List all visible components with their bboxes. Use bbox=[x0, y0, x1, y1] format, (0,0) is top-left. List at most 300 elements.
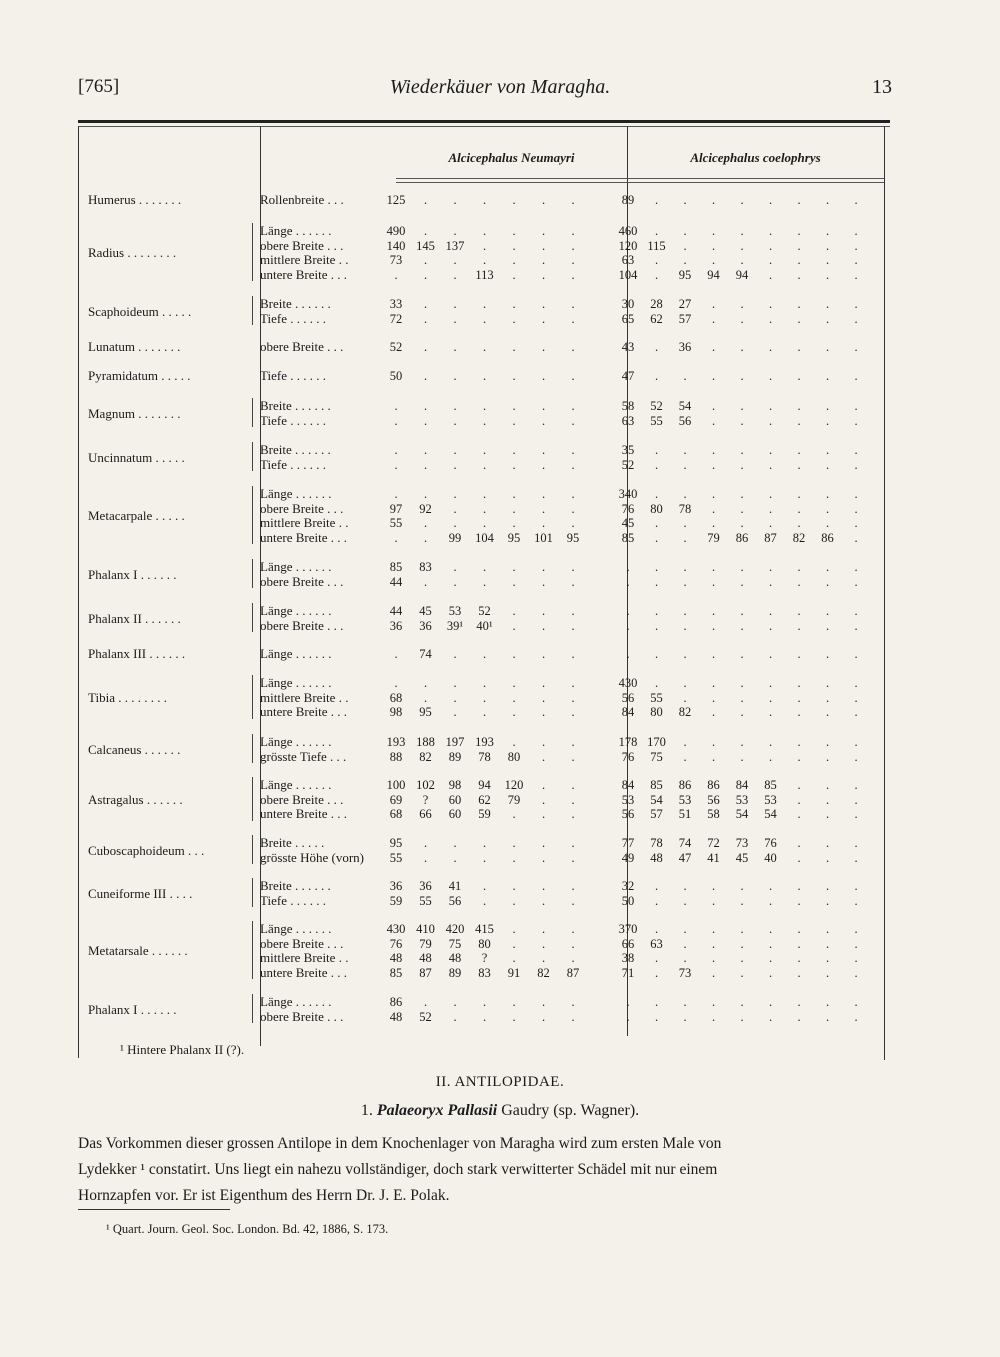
bone-label: Radius . . . . . . . . bbox=[88, 245, 177, 260]
measurement-label: untere Breite . . . bbox=[260, 529, 347, 545]
empty-cell-dot: . bbox=[797, 238, 801, 253]
empty-cell-dot: . bbox=[541, 267, 546, 282]
empty-cell-dot: . bbox=[711, 879, 716, 893]
empty-cell-dot: . bbox=[797, 676, 801, 690]
empty-cell-dot: . bbox=[740, 516, 744, 530]
empty-cell-dot: . bbox=[541, 647, 546, 661]
bone-label: Magnum . . . . . . . bbox=[88, 405, 181, 421]
empty-cell-dot: . bbox=[825, 311, 830, 326]
empty-cell-dot: . bbox=[825, 399, 830, 413]
row-brace bbox=[252, 603, 257, 632]
empty-cell-dot: . bbox=[571, 778, 575, 792]
empty-cell-dot: . bbox=[423, 676, 428, 690]
empty-cell-dot: . bbox=[571, 516, 575, 530]
empty-cell-dot: . bbox=[626, 618, 630, 633]
bone-label: Calcaneus . . . . . . bbox=[88, 741, 181, 757]
empty-cell-dot: . bbox=[711, 193, 716, 207]
empty-cell-dot: . bbox=[797, 735, 801, 749]
empty-cell-dot: . bbox=[541, 443, 546, 457]
empty-cell-dot: . bbox=[711, 457, 716, 472]
empty-cell-dot: . bbox=[683, 238, 687, 253]
measurement-label: obere Breite . . . bbox=[260, 935, 344, 951]
empty-cell-dot: . bbox=[768, 516, 773, 530]
value-cell: 52 bbox=[389, 340, 403, 354]
empty-cell-dot: . bbox=[854, 735, 858, 749]
empty-cell-dot: . bbox=[654, 193, 659, 207]
empty-cell-dot: . bbox=[571, 850, 575, 865]
measurement-label: Tiefe . . . . . . bbox=[260, 368, 326, 383]
value-cell: 82 bbox=[419, 749, 432, 764]
empty-cell-dot: . bbox=[512, 676, 516, 690]
empty-cell-dot: . bbox=[797, 267, 801, 282]
empty-cell-dot: . bbox=[482, 224, 487, 238]
empty-cell-dot: . bbox=[711, 951, 716, 965]
empty-cell-dot: . bbox=[453, 501, 457, 516]
empty-cell-dot: . bbox=[797, 647, 801, 661]
measurement-label: mittlere Breite . . bbox=[260, 689, 349, 705]
value-cell: 73 bbox=[735, 836, 749, 850]
value-cell: 56 bbox=[621, 807, 635, 821]
value-cell: 89 bbox=[621, 193, 635, 207]
value-cell: 80 bbox=[507, 749, 521, 764]
value-cell: 89 bbox=[448, 965, 462, 980]
value-cell: 430 bbox=[386, 922, 406, 936]
value-cell: 91 bbox=[507, 965, 521, 980]
value-cell: 38 bbox=[621, 951, 635, 965]
empty-cell-dot: . bbox=[768, 487, 773, 501]
empty-cell-dot: . bbox=[711, 340, 716, 354]
empty-cell-dot: . bbox=[541, 995, 546, 1009]
value-cell: 85 bbox=[389, 965, 403, 980]
measurement-label: Tiefe . . . . . . bbox=[260, 456, 326, 472]
empty-cell-dot: . bbox=[453, 311, 457, 326]
value-cell: 71 bbox=[621, 965, 635, 980]
empty-cell-dot: . bbox=[711, 995, 716, 1009]
empty-cell-dot: . bbox=[482, 676, 487, 690]
value-cell: 58 bbox=[621, 399, 635, 413]
value-cell: 66 bbox=[621, 936, 635, 951]
empty-cell-dot: . bbox=[482, 340, 487, 354]
value-cell: 87 bbox=[419, 965, 432, 980]
value-cell: 56 bbox=[678, 413, 692, 428]
value-cell: 33 bbox=[389, 297, 403, 311]
empty-cell-dot: . bbox=[626, 1009, 630, 1024]
value-cell: 53 bbox=[764, 792, 777, 807]
empty-cell-dot: . bbox=[683, 574, 687, 589]
empty-cell-dot: . bbox=[394, 487, 398, 501]
empty-cell-dot: . bbox=[825, 457, 830, 472]
empty-cell-dot: . bbox=[825, 807, 830, 821]
empty-cell-dot: . bbox=[711, 922, 716, 936]
empty-cell-dot: . bbox=[453, 647, 457, 661]
empty-cell-dot: . bbox=[654, 560, 659, 574]
value-cell: 84 bbox=[621, 778, 635, 792]
value-cell: 340 bbox=[618, 487, 638, 501]
empty-cell-dot: . bbox=[683, 604, 687, 618]
value-cell: 95 bbox=[566, 530, 580, 545]
empty-cell-dot: . bbox=[854, 457, 858, 472]
value-cell: 45 bbox=[735, 850, 749, 865]
empty-cell-dot: . bbox=[541, 836, 546, 850]
empty-cell-dot: . bbox=[423, 267, 428, 282]
empty-cell-dot: . bbox=[768, 193, 773, 207]
value-cell: 63 bbox=[621, 413, 635, 428]
empty-cell-dot: . bbox=[571, 297, 575, 311]
empty-cell-dot: . bbox=[740, 676, 744, 690]
value-cell: 120 bbox=[504, 778, 524, 792]
empty-cell-dot: . bbox=[768, 369, 773, 383]
empty-cell-dot: . bbox=[854, 311, 858, 326]
value-cell: 48 bbox=[419, 951, 432, 965]
empty-cell-dot: . bbox=[453, 399, 457, 413]
empty-cell-dot: . bbox=[854, 530, 858, 545]
empty-cell-dot: . bbox=[740, 224, 744, 238]
empty-cell-dot: . bbox=[453, 413, 457, 428]
empty-cell-dot: . bbox=[512, 253, 516, 267]
value-cell: 44 bbox=[389, 574, 403, 589]
value-cell: 79 bbox=[507, 792, 521, 807]
empty-cell-dot: . bbox=[541, 879, 546, 893]
empty-cell-dot: . bbox=[571, 487, 575, 501]
empty-cell-dot: . bbox=[512, 369, 516, 383]
empty-cell-dot: . bbox=[626, 604, 630, 618]
value-cell: 72 bbox=[707, 836, 720, 850]
empty-cell-dot: . bbox=[825, 369, 830, 383]
value-cell: 75 bbox=[650, 749, 663, 764]
empty-cell-dot: . bbox=[854, 995, 858, 1009]
row-brace bbox=[252, 878, 257, 907]
empty-cell-dot: . bbox=[626, 647, 630, 661]
empty-cell-dot: . bbox=[683, 487, 687, 501]
empty-cell-dot: . bbox=[571, 807, 575, 821]
empty-cell-dot: . bbox=[797, 311, 801, 326]
empty-cell-dot: . bbox=[571, 792, 575, 807]
bone-label: Phalanx III . . . . . . bbox=[88, 646, 186, 662]
empty-cell-dot: . bbox=[797, 893, 801, 908]
empty-cell-dot: . bbox=[768, 922, 773, 936]
empty-cell-dot: . bbox=[654, 893, 659, 908]
empty-cell-dot: . bbox=[825, 676, 830, 690]
empty-cell-dot: . bbox=[797, 560, 801, 574]
measurement-label: Tiefe . . . . . . bbox=[260, 412, 326, 428]
empty-cell-dot: . bbox=[453, 487, 457, 501]
empty-cell-dot: . bbox=[854, 850, 858, 865]
empty-cell-dot: . bbox=[740, 1009, 744, 1024]
bone-label: Metacarpale . . . . . bbox=[88, 508, 185, 523]
empty-cell-dot: . bbox=[394, 443, 398, 457]
row-brace bbox=[252, 442, 257, 471]
bone-label: Cuboscaphoideum . . . bbox=[88, 842, 205, 858]
empty-cell-dot: . bbox=[512, 501, 516, 516]
empty-cell-dot: . bbox=[854, 501, 858, 516]
measurement-label: mittlere Breite . . bbox=[260, 950, 349, 965]
value-cell: 50 bbox=[389, 369, 403, 383]
value-cell: 40¹ bbox=[476, 618, 493, 633]
empty-cell-dot: . bbox=[654, 951, 659, 965]
empty-cell-dot: . bbox=[711, 399, 716, 413]
empty-cell-dot: . bbox=[740, 311, 744, 326]
empty-cell-dot: . bbox=[711, 749, 716, 764]
empty-cell-dot: . bbox=[654, 369, 659, 383]
value-cell: 193 bbox=[386, 735, 406, 749]
empty-cell-dot: . bbox=[683, 516, 687, 530]
empty-cell-dot: . bbox=[482, 850, 487, 865]
bone-label: Metatarsale . . . . . . bbox=[88, 943, 188, 958]
empty-cell-dot: . bbox=[711, 676, 716, 690]
empty-cell-dot: . bbox=[825, 618, 830, 633]
empty-cell-dot: . bbox=[683, 922, 687, 936]
empty-cell-dot: . bbox=[683, 893, 687, 908]
value-cell: 85 bbox=[621, 530, 635, 545]
empty-cell-dot: . bbox=[740, 951, 744, 965]
empty-cell-dot: . bbox=[740, 501, 744, 516]
measurement-label: Länge . . . . . . bbox=[260, 223, 332, 238]
empty-cell-dot: . bbox=[768, 690, 773, 705]
row-brace bbox=[252, 296, 257, 325]
empty-cell-dot: . bbox=[453, 574, 457, 589]
empty-cell-dot: . bbox=[711, 618, 716, 633]
empty-cell-dot: . bbox=[711, 647, 716, 661]
empty-cell-dot: . bbox=[571, 690, 575, 705]
species-name: Palaeoryx Pallasii bbox=[376, 1102, 498, 1119]
empty-cell-dot: . bbox=[768, 936, 773, 951]
empty-cell-dot: . bbox=[571, 879, 575, 893]
value-cell: 76 bbox=[621, 749, 635, 764]
empty-cell-dot: . bbox=[711, 369, 716, 383]
value-cell: 56 bbox=[448, 893, 462, 908]
value-cell: 56 bbox=[621, 690, 635, 705]
value-cell: 79 bbox=[707, 530, 720, 545]
value-cell: 430 bbox=[618, 676, 638, 690]
value-cell: 36 bbox=[389, 618, 403, 633]
value-cell: 28 bbox=[650, 297, 663, 311]
empty-cell-dot: . bbox=[797, 340, 801, 354]
value-cell: 27 bbox=[678, 297, 692, 311]
empty-cell-dot: . bbox=[482, 516, 487, 530]
empty-cell-dot: . bbox=[423, 457, 428, 472]
empty-cell-dot: . bbox=[541, 778, 546, 792]
group-header-coelophrys: Alcicephalus coelophrys bbox=[690, 150, 821, 165]
empty-cell-dot: . bbox=[768, 676, 773, 690]
value-cell: 72 bbox=[389, 311, 403, 326]
value-cell: 104 bbox=[475, 530, 494, 545]
empty-cell-dot: . bbox=[423, 224, 428, 238]
value-cell: 113 bbox=[475, 267, 494, 282]
empty-cell-dot: . bbox=[512, 690, 516, 705]
empty-cell-dot: . bbox=[541, 705, 546, 719]
value-cell: 68 bbox=[389, 807, 403, 821]
value-cell: 83 bbox=[478, 965, 491, 980]
empty-cell-dot: . bbox=[740, 618, 744, 633]
empty-cell-dot: . bbox=[740, 705, 744, 719]
value-cell: 120 bbox=[618, 238, 638, 253]
empty-cell-dot: . bbox=[825, 749, 830, 764]
empty-cell-dot: . bbox=[768, 574, 773, 589]
empty-cell-dot: . bbox=[683, 618, 687, 633]
empty-cell-dot: . bbox=[825, 690, 830, 705]
empty-cell-dot: . bbox=[571, 501, 575, 516]
empty-cell-dot: . bbox=[825, 487, 830, 501]
empty-cell-dot: . bbox=[423, 253, 428, 267]
empty-cell-dot: . bbox=[541, 792, 546, 807]
value-cell: 41 bbox=[448, 879, 462, 893]
measurement-label: obere Breite . . . bbox=[260, 1008, 344, 1024]
empty-cell-dot: . bbox=[512, 516, 516, 530]
empty-cell-dot: . bbox=[740, 560, 744, 574]
footnote-rule bbox=[78, 1209, 230, 1210]
empty-cell-dot: . bbox=[854, 879, 858, 893]
bone-label: Phalanx I . . . . . . bbox=[88, 566, 177, 582]
empty-cell-dot: . bbox=[423, 690, 428, 705]
empty-cell-dot: . bbox=[711, 705, 716, 719]
group-header-neumayri: Alcicephalus Neumayri bbox=[448, 150, 575, 165]
empty-cell-dot: . bbox=[453, 705, 457, 719]
empty-cell-dot: . bbox=[571, 560, 575, 574]
empty-cell-dot: . bbox=[482, 647, 487, 661]
empty-cell-dot: . bbox=[512, 399, 516, 413]
empty-cell-dot: . bbox=[423, 443, 428, 457]
empty-cell-dot: . bbox=[740, 936, 744, 951]
value-cell: 94 bbox=[707, 267, 720, 282]
value-cell: 86 bbox=[821, 530, 834, 545]
empty-cell-dot: . bbox=[854, 560, 858, 574]
empty-cell-dot: . bbox=[740, 457, 744, 472]
value-cell: 36 bbox=[419, 879, 432, 893]
row-brace bbox=[252, 559, 257, 588]
value-cell: 95 bbox=[389, 836, 403, 850]
value-cell: 60 bbox=[448, 792, 462, 807]
empty-cell-dot: . bbox=[571, 574, 575, 589]
value-cell: 101 bbox=[534, 530, 553, 545]
table-footnote: ¹ Hintere Phalanx II (?). bbox=[120, 1042, 245, 1057]
value-cell: 86 bbox=[735, 530, 749, 545]
value-cell: 178 bbox=[618, 735, 638, 749]
value-cell: 57 bbox=[678, 311, 692, 326]
empty-cell-dot: . bbox=[854, 778, 858, 792]
value-cell: 62 bbox=[478, 792, 491, 807]
empty-cell-dot: . bbox=[654, 530, 659, 545]
empty-cell-dot: . bbox=[423, 311, 428, 326]
empty-cell-dot: . bbox=[626, 560, 630, 574]
empty-cell-dot: . bbox=[482, 1009, 487, 1024]
empty-cell-dot: . bbox=[711, 936, 716, 951]
empty-cell-dot: . bbox=[394, 413, 398, 428]
empty-cell-dot: . bbox=[768, 311, 773, 326]
empty-cell-dot: . bbox=[825, 574, 830, 589]
empty-cell-dot: . bbox=[797, 936, 801, 951]
empty-cell-dot: . bbox=[453, 560, 457, 574]
empty-cell-dot: . bbox=[482, 297, 487, 311]
empty-cell-dot: . bbox=[541, 749, 546, 764]
empty-cell-dot: . bbox=[453, 690, 457, 705]
value-cell: 115 bbox=[647, 238, 666, 253]
value-cell: 53 bbox=[735, 792, 749, 807]
empty-cell-dot: . bbox=[854, 749, 858, 764]
value-cell: 55 bbox=[650, 690, 663, 705]
value-cell: 95 bbox=[678, 267, 692, 282]
empty-cell-dot: . bbox=[854, 253, 858, 267]
empty-cell-dot: . bbox=[571, 238, 575, 253]
empty-cell-dot: . bbox=[854, 807, 858, 821]
empty-cell-dot: . bbox=[512, 836, 516, 850]
empty-cell-dot: . bbox=[453, 253, 457, 267]
measurement-label: Länge . . . . . . bbox=[260, 646, 332, 661]
value-cell: 85 bbox=[650, 778, 663, 792]
empty-cell-dot: . bbox=[768, 267, 773, 282]
empty-cell-dot: . bbox=[854, 1009, 858, 1024]
value-cell: 35 bbox=[621, 443, 635, 457]
empty-cell-dot: . bbox=[512, 413, 516, 428]
empty-cell-dot: . bbox=[797, 297, 801, 311]
value-cell: 53 bbox=[621, 792, 635, 807]
empty-cell-dot: . bbox=[453, 995, 457, 1009]
empty-cell-dot: . bbox=[740, 297, 744, 311]
empty-cell-dot: . bbox=[711, 574, 716, 589]
value-cell: 99 bbox=[448, 530, 462, 545]
value-cell: 410 bbox=[416, 922, 435, 936]
value-cell: 73 bbox=[678, 965, 692, 980]
value-cell: 87 bbox=[566, 965, 580, 980]
empty-cell-dot: . bbox=[797, 193, 801, 207]
empty-cell-dot: . bbox=[768, 618, 773, 633]
empty-cell-dot: . bbox=[854, 413, 858, 428]
empty-cell-dot: . bbox=[797, 457, 801, 472]
empty-cell-dot: . bbox=[797, 850, 801, 865]
section-heading: II. ANTILOPIDAE. bbox=[435, 1074, 565, 1090]
value-cell: 54 bbox=[764, 807, 777, 821]
empty-cell-dot: . bbox=[711, 224, 716, 238]
empty-cell-dot: . bbox=[453, 443, 457, 457]
empty-cell-dot: . bbox=[423, 193, 428, 207]
empty-cell-dot: . bbox=[683, 995, 687, 1009]
empty-cell-dot: . bbox=[571, 951, 575, 965]
empty-cell-dot: . bbox=[571, 618, 575, 633]
value-cell: 45 bbox=[419, 604, 432, 618]
value-cell: 84 bbox=[735, 778, 749, 792]
empty-cell-dot: . bbox=[683, 676, 687, 690]
measurement-label: Breite . . . . . . bbox=[260, 878, 331, 893]
table-top-rule bbox=[78, 120, 890, 123]
value-cell: 85 bbox=[764, 778, 777, 792]
empty-cell-dot: . bbox=[854, 238, 858, 253]
empty-cell-dot: . bbox=[825, 340, 830, 354]
value-cell: 197 bbox=[445, 735, 465, 749]
group-header-rule bbox=[396, 178, 884, 179]
value-cell: 490 bbox=[386, 224, 406, 238]
empty-cell-dot: . bbox=[854, 267, 858, 282]
empty-cell-dot: . bbox=[797, 604, 801, 618]
empty-cell-dot: . bbox=[482, 443, 487, 457]
empty-cell-dot: . bbox=[854, 792, 858, 807]
value-cell: 60 bbox=[448, 807, 462, 821]
empty-cell-dot: . bbox=[797, 792, 801, 807]
empty-cell-dot: . bbox=[423, 574, 428, 589]
empty-cell-dot: . bbox=[512, 487, 516, 501]
row-brace bbox=[252, 835, 257, 864]
value-cell: 83 bbox=[419, 560, 432, 574]
empty-cell-dot: . bbox=[740, 690, 744, 705]
empty-cell-dot: . bbox=[423, 369, 428, 383]
value-cell: 89 bbox=[448, 749, 462, 764]
species-number: 1. bbox=[360, 1102, 373, 1119]
empty-cell-dot: . bbox=[768, 413, 773, 428]
empty-cell-dot: . bbox=[825, 965, 830, 980]
empty-cell-dot: . bbox=[740, 369, 744, 383]
value-cell: 44 bbox=[389, 604, 403, 618]
empty-cell-dot: . bbox=[740, 995, 744, 1009]
value-cell: 55 bbox=[650, 413, 663, 428]
bone-label: Uncinnatum . . . . . bbox=[88, 449, 185, 465]
